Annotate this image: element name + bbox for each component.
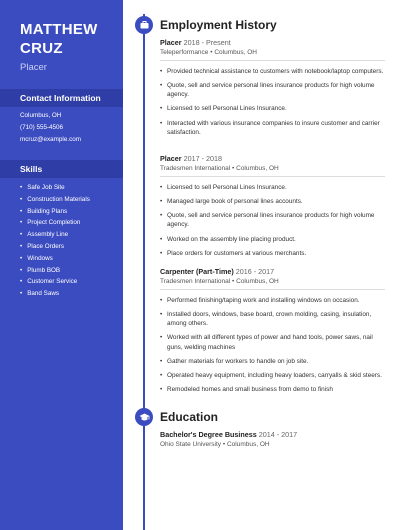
job-bullet: • Operated heavy equipment, including heavy loaders, carryalls & skid steers.: [160, 371, 385, 380]
job-company: Tradesmen International: [160, 278, 231, 285]
job-bullet: • Worked on the assembly line placing product.: [160, 235, 385, 244]
job-bullet: • Gather materials for workers to handle on job site.: [160, 357, 385, 366]
job-bullet: • Quote, sell and service personal lines insurance products for high volume agency.: [160, 211, 385, 229]
employment-heading: Employment History: [160, 18, 277, 32]
job-company: Teleperformance: [160, 49, 209, 56]
divider: [160, 176, 385, 177]
skills-heading: Skills: [0, 160, 123, 178]
first-name: MATTHEW: [20, 21, 98, 38]
skills-list: [20, 182, 90, 300]
job-bullet: • Installed doors, windows, base board, crown molding, casing, insulation, among others.: [160, 310, 385, 328]
job-location: Columbus, OH: [236, 278, 279, 285]
sidebar: [0, 0, 123, 530]
job-dates: 2017 - 2018: [183, 154, 222, 163]
graduation-cap-icon: [135, 408, 153, 426]
job-bullets: [160, 183, 385, 258]
job-bullet: • Worked with all different types of power and hand tools, power saws, nail guns, welding machines: [160, 333, 385, 351]
job-location: Columbus, OH: [214, 49, 257, 56]
job-bullet: • Interacted with various insurance companies to insure customer and carrier satisfaction.: [160, 119, 385, 137]
job-bullet: • Quote, sell and service personal lines insurance products for high volume agency.: [160, 81, 385, 99]
skill-item: • Building Plans: [20, 206, 90, 218]
education-entry: [160, 430, 385, 448]
contact-heading: Contact Information: [0, 89, 123, 107]
candidate-name: [20, 20, 98, 58]
education-heading: Education: [160, 410, 219, 424]
job-bullet: • Licensed to sell Personal Lines Insurance.: [160, 104, 385, 113]
last-name: CRUZ: [20, 40, 63, 57]
skill-item: • Place Orders: [20, 241, 90, 253]
job-bullet: • Place orders for customers at various merchants.: [160, 249, 385, 258]
bullet-separator: •: [210, 49, 215, 56]
bullet-separator: •: [232, 165, 237, 172]
job-bullet: • Remodeled homes and small business from demo to finish: [160, 385, 385, 394]
skill-item: • Assembly Line: [20, 229, 90, 241]
job-entry: [160, 38, 385, 142]
job-bullet: • Performed finishing/taping work and installing windows on occasion.: [160, 296, 385, 305]
contact-phone: (710) 555-4506: [20, 124, 64, 131]
job-company: Tradesmen International: [160, 165, 231, 172]
briefcase-icon: [135, 16, 153, 34]
school: Ohio State University: [160, 441, 222, 448]
timeline-line: [143, 14, 145, 530]
skill-item: • Project Completion: [20, 217, 90, 229]
job-title: Placer: [20, 62, 47, 73]
job-position: Placer: [160, 38, 182, 47]
job-dates: 2018 - Present: [183, 38, 231, 47]
job-position: Placer: [160, 154, 182, 163]
skill-item: • Safe Job Site: [20, 182, 90, 194]
bullet-separator: •: [232, 278, 237, 285]
skill-item: • Plumb BOB: [20, 265, 90, 277]
job-entry: [160, 154, 385, 263]
job-bullet: • Managed large book of personal lines accounts.: [160, 197, 385, 206]
skill-item: • Band Saws: [20, 288, 90, 300]
skill-item: • Construction Materials: [20, 194, 90, 206]
contact-location: Columbus, OH: [20, 112, 62, 119]
job-entry: [160, 267, 385, 399]
degree: Bachelor's Degree Business: [160, 430, 257, 439]
divider: [160, 289, 385, 290]
job-position: Carpenter (Part-Time): [160, 267, 234, 276]
skill-item: • Customer Service: [20, 276, 90, 288]
job-bullets: [160, 67, 385, 137]
job-dates: 2016 - 2017: [235, 267, 275, 276]
bullet-separator: •: [222, 441, 227, 448]
school-location: Columbus, OH: [226, 441, 270, 448]
contact-email: mcruz@example.com: [20, 136, 81, 143]
education-dates: 2014 - 2017: [258, 430, 298, 439]
divider: [160, 60, 385, 61]
job-bullet: • Provided technical assistance to customers with notebook/laptop computers.: [160, 67, 385, 76]
job-location: Columbus, OH: [236, 165, 279, 172]
skill-item: • Windows: [20, 253, 90, 265]
job-bullet: • Licensed to sell Personal Lines Insurance.: [160, 183, 385, 192]
job-bullets: [160, 296, 385, 394]
